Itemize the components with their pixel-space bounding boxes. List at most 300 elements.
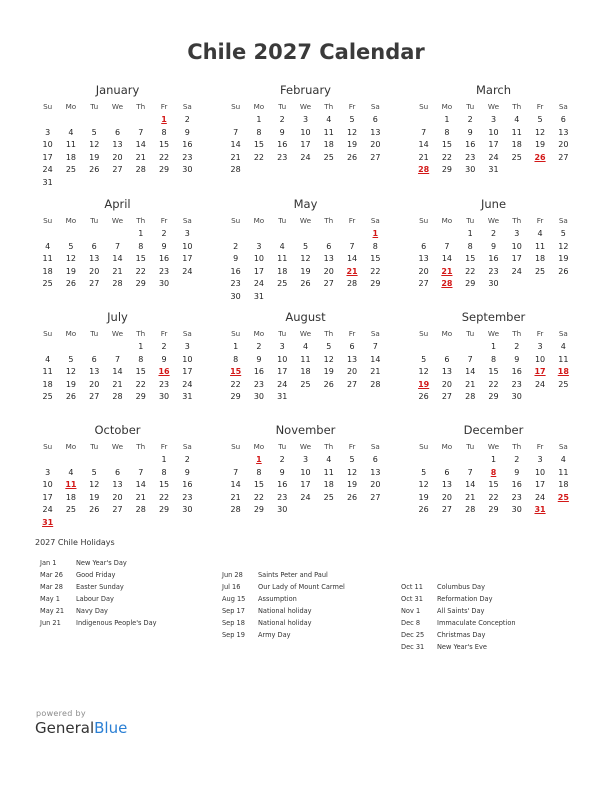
holiday-day: 21 [346, 266, 358, 276]
day-cell: 19 [346, 480, 358, 489]
holiday-date: May 21 [40, 607, 65, 615]
day-cell: 26 [346, 152, 358, 162]
holiday-day: 8 [490, 467, 497, 477]
day-cell: 16 [277, 140, 288, 149]
day-cell: 12 [65, 367, 77, 376]
week-row [412, 114, 575, 127]
day-cell: 15 [253, 140, 265, 149]
week-row [412, 366, 575, 379]
week-row [224, 467, 387, 480]
holiday-day: 31 [42, 517, 54, 527]
holiday-date: Dec 8 [401, 619, 421, 627]
day-cell: 24 [300, 152, 311, 162]
day-cell: 19 [534, 140, 546, 149]
weekday-header: Th [324, 102, 334, 111]
holiday-name: Our Lady of Mount Carmel [258, 583, 345, 591]
day-cell: 31 [488, 165, 499, 174]
day-cell: 13 [441, 367, 453, 376]
holiday-date: Jan 1 [40, 559, 57, 567]
day-cell: 17 [42, 152, 53, 162]
holiday-name: Navy Day [76, 607, 108, 615]
empty-day-cell [552, 504, 575, 517]
empty-day-cell [247, 228, 270, 241]
day-cell: 25 [534, 266, 546, 276]
day-cell: 17 [182, 367, 193, 376]
holiday-day: 26 [534, 152, 546, 162]
day-cell: 23 [182, 152, 193, 162]
day-cell: 3 [256, 241, 262, 251]
week-row [224, 127, 387, 140]
day-cell: 26 [89, 165, 100, 174]
day-cell: 28 [230, 505, 241, 514]
weekday-header: Sa [182, 442, 192, 451]
holiday-day: 28 [418, 165, 430, 174]
day-cell: 16 [488, 254, 499, 263]
day-cell: 11 [42, 254, 53, 263]
month-december [412, 422, 575, 517]
day-cell: 22 [253, 152, 265, 162]
empty-day-cell [435, 454, 458, 467]
empty-day-cell [224, 228, 247, 241]
weekday-header: Fr [348, 329, 356, 338]
empty-day-cell [552, 164, 575, 177]
empty-day-cell [412, 454, 435, 467]
weekday-header: Sa [370, 102, 380, 111]
holiday-name: Immaculate Conception [437, 619, 516, 627]
day-cell: 2 [184, 455, 190, 464]
day-cell: 30 [488, 279, 499, 288]
weekday-header: Fr [536, 102, 544, 111]
day-cell: 7 [467, 467, 473, 477]
day-cell: 23 [511, 492, 522, 502]
day-cell: 28 [346, 279, 358, 288]
day-cell: 19 [89, 152, 100, 162]
week-row [36, 177, 199, 190]
holiday-date: Dec 31 [401, 643, 425, 651]
weekday-header-row [224, 440, 387, 454]
day-cell: 5 [349, 115, 355, 124]
empty-day-cell [412, 341, 435, 354]
day-cell: 30 [511, 505, 522, 514]
day-cell: 13 [112, 480, 123, 489]
day-cell: 14 [346, 254, 358, 263]
day-cell: 28 [135, 505, 146, 514]
week-row [36, 354, 199, 367]
day-cell: 21 [230, 152, 241, 162]
empty-day-cell [176, 278, 199, 291]
holiday-day: 11 [65, 480, 77, 489]
day-cell: 25 [42, 392, 53, 401]
holiday-date: Sep 19 [222, 631, 245, 639]
day-cell: 25 [65, 165, 77, 174]
month-may [224, 196, 387, 303]
weekday-header-row [412, 440, 575, 454]
day-cell: 3 [45, 127, 51, 137]
week-row [412, 454, 575, 467]
empty-day-cell [435, 228, 458, 241]
day-cell: 18 [511, 140, 522, 149]
day-cell: 6 [114, 127, 121, 137]
day-cell: 21 [465, 492, 476, 502]
day-cell: 4 [68, 467, 74, 477]
day-cell: 12 [534, 127, 546, 137]
day-cell: 23 [158, 379, 170, 389]
empty-day-cell [528, 164, 551, 177]
empty-day-cell [505, 164, 528, 177]
day-cell: 25 [511, 152, 522, 162]
week-row [36, 266, 199, 279]
weekday-header: Th [512, 442, 522, 451]
logo-blue-text: Blue [94, 719, 128, 737]
day-cell: 20 [346, 367, 358, 376]
holiday-item [222, 605, 345, 617]
week-row [224, 454, 387, 467]
day-cell: 22 [135, 266, 146, 276]
day-cell: 22 [230, 379, 241, 389]
day-cell: 22 [253, 492, 265, 502]
empty-day-cell [36, 228, 59, 241]
day-cell: 14 [370, 354, 381, 364]
day-cell: 13 [346, 354, 358, 364]
day-cell: 17 [42, 492, 53, 502]
day-cell: 3 [537, 455, 543, 464]
day-cell: 3 [184, 342, 190, 351]
day-cell: 7 [233, 127, 239, 137]
day-cell: 15 [253, 480, 265, 489]
day-cell: 31 [182, 392, 193, 401]
day-cell: 1 [138, 229, 144, 238]
weekday-header: Tu [278, 329, 287, 338]
holiday-name: National holiday [258, 619, 312, 627]
empty-day-cell [59, 228, 82, 241]
day-cell: 10 [277, 354, 288, 364]
day-cell: 5 [421, 354, 427, 364]
week-row [36, 228, 199, 241]
week-row [224, 114, 387, 127]
month-name: June [480, 197, 507, 211]
weekday-header: We [299, 442, 312, 451]
day-cell: 8 [138, 354, 144, 364]
weekday-header: Tu [90, 442, 99, 451]
weekday-header: Tu [466, 216, 475, 225]
empty-day-cell [317, 391, 340, 404]
weekday-header: Th [324, 216, 334, 225]
day-cell: 3 [45, 467, 51, 477]
day-cell: 7 [114, 241, 121, 251]
month-name: February [280, 83, 331, 97]
week-row [36, 278, 199, 291]
holiday-day: 1 [372, 229, 379, 238]
week-row [36, 504, 199, 517]
day-cell: 16 [277, 480, 288, 489]
day-cell: 12 [418, 367, 429, 376]
day-cell: 15 [158, 140, 170, 149]
day-cell: 24 [300, 492, 311, 502]
day-cell: 27 [323, 279, 334, 288]
week-row [224, 504, 387, 517]
day-cell: 14 [465, 367, 476, 376]
weekday-header-row [412, 214, 575, 228]
weekday-header: Su [231, 102, 241, 111]
day-cell: 30 [182, 505, 193, 514]
empty-day-cell [364, 391, 387, 404]
empty-day-cell [129, 177, 152, 190]
day-cell: 20 [112, 152, 123, 162]
month-october [36, 422, 199, 529]
day-cell: 29 [441, 165, 453, 174]
holidays-list-title: 2027 Chile Holidays [35, 538, 115, 547]
weekday-header: Sa [182, 102, 192, 111]
weekday-header: Mo [253, 329, 265, 338]
day-cell: 19 [558, 254, 569, 263]
day-cell: 12 [89, 140, 100, 149]
day-cell: 17 [488, 140, 499, 149]
empty-day-cell [176, 177, 199, 190]
day-cell: 8 [233, 354, 239, 364]
weekday-header: We [299, 329, 312, 338]
empty-day-cell [106, 177, 129, 190]
month-name: December [463, 423, 524, 437]
day-cell: 22 [465, 266, 476, 276]
day-cell: 18 [534, 254, 546, 263]
day-cell: 29 [488, 505, 499, 514]
day-cell: 12 [346, 467, 358, 477]
day-cell: 12 [65, 254, 77, 263]
weekday-header: Sa [370, 442, 380, 451]
day-cell: 5 [326, 342, 332, 351]
day-cell: 2 [161, 342, 167, 351]
day-cell: 29 [253, 505, 265, 514]
day-cell: 1 [256, 115, 262, 124]
holiday-day: 15 [230, 367, 242, 376]
day-cell: 26 [65, 279, 77, 288]
day-cell: 25 [323, 492, 334, 502]
day-cell: 20 [370, 480, 381, 489]
day-cell: 4 [45, 241, 51, 251]
day-cell: 4 [279, 241, 285, 251]
day-cell: 5 [560, 229, 566, 238]
day-cell: 4 [326, 115, 332, 124]
day-cell: 17 [300, 140, 311, 149]
weekday-header: Tu [466, 329, 475, 338]
empty-day-cell [317, 228, 340, 241]
month-july [36, 309, 199, 404]
day-cell: 25 [300, 379, 311, 389]
holiday-name: Labour Day [76, 595, 114, 603]
holiday-day: 21 [441, 266, 453, 276]
day-cell: 2 [256, 342, 262, 351]
day-cell: 24 [277, 379, 288, 389]
week-row [224, 479, 387, 492]
day-cell: 7 [138, 127, 144, 137]
holiday-day: 1 [256, 455, 262, 464]
empty-day-cell [412, 228, 435, 241]
week-row [412, 278, 575, 291]
weekday-header: Sa [182, 216, 192, 225]
week-row [412, 479, 575, 492]
holiday-name: Saints Peter and Paul [258, 571, 328, 579]
weekday-header: Tu [466, 442, 475, 451]
day-cell: 14 [230, 140, 241, 149]
holiday-name: All Saints' Day [437, 607, 485, 615]
day-cell: 15 [488, 367, 499, 376]
weekday-header: Fr [536, 329, 544, 338]
empty-day-cell [294, 228, 317, 241]
day-cell: 23 [488, 266, 499, 276]
weekday-header: Th [136, 102, 146, 111]
weekday-header: Tu [278, 216, 287, 225]
week-row [412, 164, 575, 177]
day-cell: 11 [65, 140, 77, 149]
week-row [224, 253, 387, 266]
empty-day-cell [412, 114, 435, 127]
holiday-name: Easter Sunday [76, 583, 124, 591]
week-row [36, 139, 199, 152]
day-cell: 7 [444, 241, 450, 251]
day-cell: 22 [158, 152, 170, 162]
week-row [224, 341, 387, 354]
day-cell: 2 [467, 115, 473, 124]
day-cell: 30 [230, 291, 241, 301]
empty-day-cell [294, 291, 317, 304]
day-cell: 29 [135, 279, 146, 288]
day-cell: 23 [182, 492, 193, 502]
day-cell: 2 [279, 115, 285, 124]
empty-day-cell [340, 228, 363, 241]
holiday-name: Indigenous People's Day [76, 619, 157, 627]
day-cell: 16 [182, 140, 193, 149]
weekday-header: Tu [90, 102, 99, 111]
week-row [224, 241, 387, 254]
weekday-header: Su [231, 216, 241, 225]
day-cell: 5 [421, 467, 427, 477]
day-cell: 20 [323, 266, 334, 276]
week-row [36, 479, 199, 492]
day-cell: 13 [418, 254, 429, 263]
day-cell: 23 [277, 152, 288, 162]
day-cell: 9 [279, 127, 285, 137]
day-cell: 27 [346, 379, 358, 389]
day-cell: 13 [112, 140, 123, 149]
holiday-date: Aug 15 [222, 595, 246, 603]
weekday-header: Th [512, 216, 522, 225]
holiday-item [222, 581, 345, 593]
holiday-item [222, 593, 345, 605]
week-row [36, 164, 199, 177]
day-cell: 28 [370, 379, 381, 389]
week-row [224, 266, 387, 279]
day-cell: 1 [490, 342, 497, 351]
day-cell: 14 [112, 254, 123, 263]
day-cell: 16 [511, 480, 522, 489]
day-cell: 16 [158, 254, 170, 263]
empty-day-cell [83, 454, 106, 467]
month-name: March [475, 83, 512, 97]
empty-day-cell [106, 114, 129, 127]
holiday-date: Oct 31 [401, 595, 423, 603]
day-cell: 4 [68, 127, 74, 137]
week-row [36, 366, 199, 379]
holiday-date: May 1 [40, 595, 60, 603]
month-january [36, 82, 199, 189]
day-cell: 11 [558, 354, 569, 364]
day-cell: 29 [158, 165, 170, 174]
day-cell: 30 [277, 505, 288, 514]
day-cell: 15 [370, 254, 381, 263]
day-cell: 27 [89, 392, 100, 401]
holiday-item [222, 629, 345, 641]
holiday-date: Nov 1 [401, 607, 421, 615]
empty-day-cell [106, 228, 129, 241]
empty-day-cell [364, 504, 387, 517]
day-cell: 23 [230, 279, 241, 288]
month-february [224, 82, 387, 177]
day-cell: 17 [534, 480, 546, 489]
empty-day-cell [247, 164, 270, 177]
weekday-header: Th [136, 216, 146, 225]
empty-day-cell [224, 454, 247, 467]
holiday-name: New Year's Day [76, 559, 127, 567]
day-cell: 20 [418, 266, 429, 276]
day-cell: 28 [465, 505, 476, 514]
holiday-item [40, 581, 157, 593]
day-cell: 27 [441, 505, 453, 514]
day-cell: 20 [558, 140, 569, 149]
day-cell: 11 [300, 354, 311, 364]
holiday-item [401, 605, 516, 617]
day-cell: 7 [467, 354, 473, 364]
day-cell: 31 [42, 177, 53, 187]
empty-day-cell [129, 454, 152, 467]
month-august [224, 309, 387, 404]
month-june [412, 196, 575, 291]
day-cell: 4 [514, 115, 520, 124]
day-cell: 27 [89, 279, 100, 288]
month-name: October [94, 423, 141, 437]
weekday-header: Su [43, 102, 53, 111]
day-cell: 4 [537, 229, 543, 238]
holiday-date: Dec 25 [401, 631, 425, 639]
day-cell: 30 [158, 392, 170, 401]
day-cell: 4 [560, 455, 566, 464]
day-cell: 7 [138, 467, 144, 477]
empty-day-cell [552, 278, 575, 291]
day-cell: 6 [349, 342, 355, 351]
day-cell: 16 [182, 480, 193, 489]
day-cell: 26 [346, 492, 358, 502]
day-cell: 8 [444, 127, 450, 137]
day-cell: 9 [514, 467, 520, 477]
day-cell: 6 [372, 455, 378, 464]
week-row [36, 127, 199, 140]
day-cell: 13 [89, 254, 100, 263]
week-row [36, 114, 199, 127]
empty-day-cell [459, 341, 482, 354]
day-cell: 19 [65, 266, 77, 276]
week-row [36, 467, 199, 480]
day-cell: 23 [253, 379, 265, 389]
day-cell: 21 [465, 379, 476, 389]
week-row [36, 391, 199, 404]
holiday-day: 19 [418, 379, 430, 389]
day-cell: 9 [161, 354, 167, 364]
weekday-header: We [299, 102, 312, 111]
weekday-header-row [36, 327, 199, 341]
holiday-name: Good Friday [76, 571, 116, 579]
weekday-header: Tu [278, 442, 287, 451]
day-cell: 18 [323, 140, 334, 149]
day-cell: 13 [323, 254, 334, 263]
